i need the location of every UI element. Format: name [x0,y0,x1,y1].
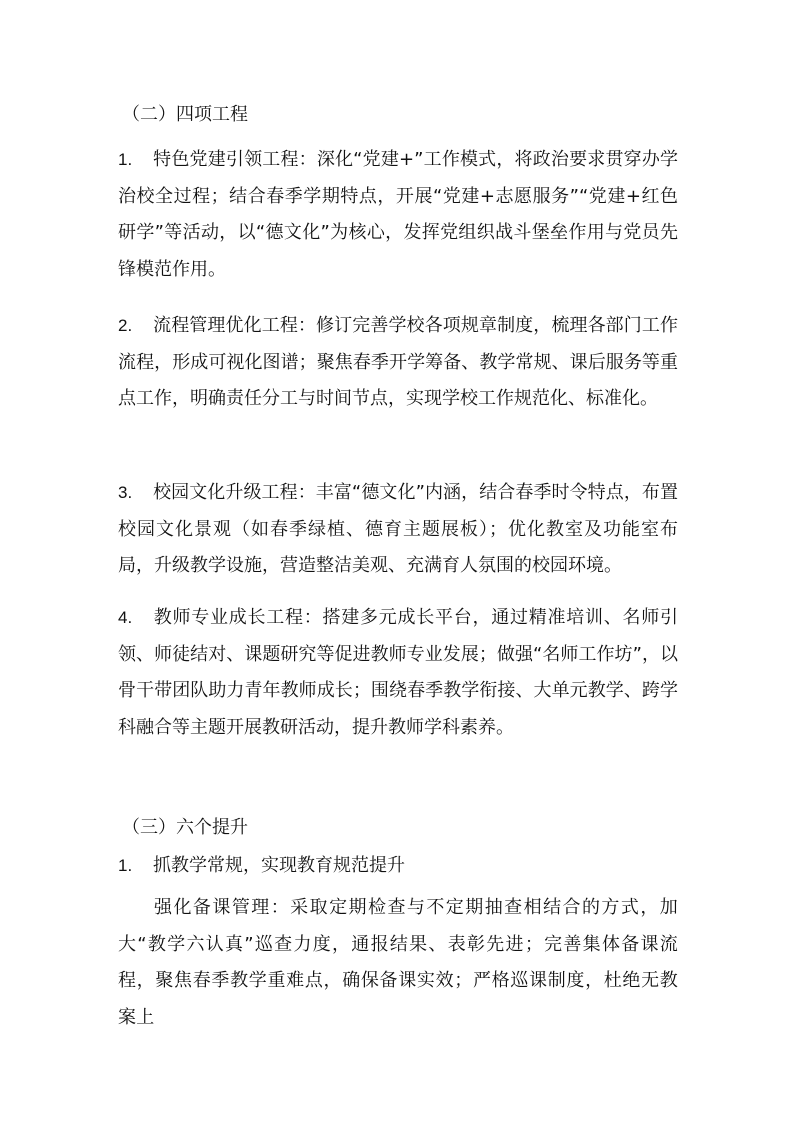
list-item-text: 流程管理优化工程：修订完善学校各项规章制度，梳理各部门工作流程，形成可视化图谱；聚焦春季开学筹备、教学常规、课后服务等重点工作，明确责任分工与时间节点，实现学校工作规范化、标准化。 [118,315,678,409]
list-item-text: 教师专业成长工程：搭建多元成长平台，通过精准培训、名师引领、师徒结对、课题研究等促进教师专业发展；做强“名师工作坊”，以骨干带团队助力青年教师成长；围绕春季教学衔接、大单元教学、跨学科融合等主题开展教研活动，提升教师学科素养。 [118,607,678,738]
list-item-text: 抓教学常规，实现教育规范提升 [153,855,405,876]
list-item-text: 校园文化升级工程：丰富“德文化”内涵，结合春季时令特点，布置校园文化景观（如春季绿植、德育主题展板）；优化教室及功能室布局，升级教学设施，营造整洁美观、充满育人氛围的校园环境。 [118,482,678,576]
list-item-text: 特色党建引领工程：深化“党建+”工作模式，将政治要求贯穿办学治校全过程；结合春季学期特点，开展“党建+志愿服务”“党建+红色研学”等活动，以“德文化”为核心，发挥党组织战斗堡垒作用与党员先锋模范作用。 [118,149,678,280]
body-paragraph: 强化备课管理：采取定期检查与不定期抽查相结合的方式，加大“教学六认真”巡查力度，通报结果、表彰先进；完善集体备课流程，聚焦春季教学重难点，确保备课实效；严格巡课制度，杜绝无教案上 [118,897,678,1028]
list-number: 1. [118,856,133,875]
list-number: 2. [118,316,133,335]
section-heading-six-improvements: （三）六个提升 [122,817,248,838]
list-number: 1. [118,150,133,169]
list-number: 4. [118,608,133,627]
list-item [118,600,678,746]
list-item [118,848,678,885]
list-item [118,142,678,288]
section-heading-four-projects: （二）四项工程 [122,104,248,125]
list-item [118,475,678,585]
list-item [118,308,678,418]
list-number: 3. [118,483,133,502]
